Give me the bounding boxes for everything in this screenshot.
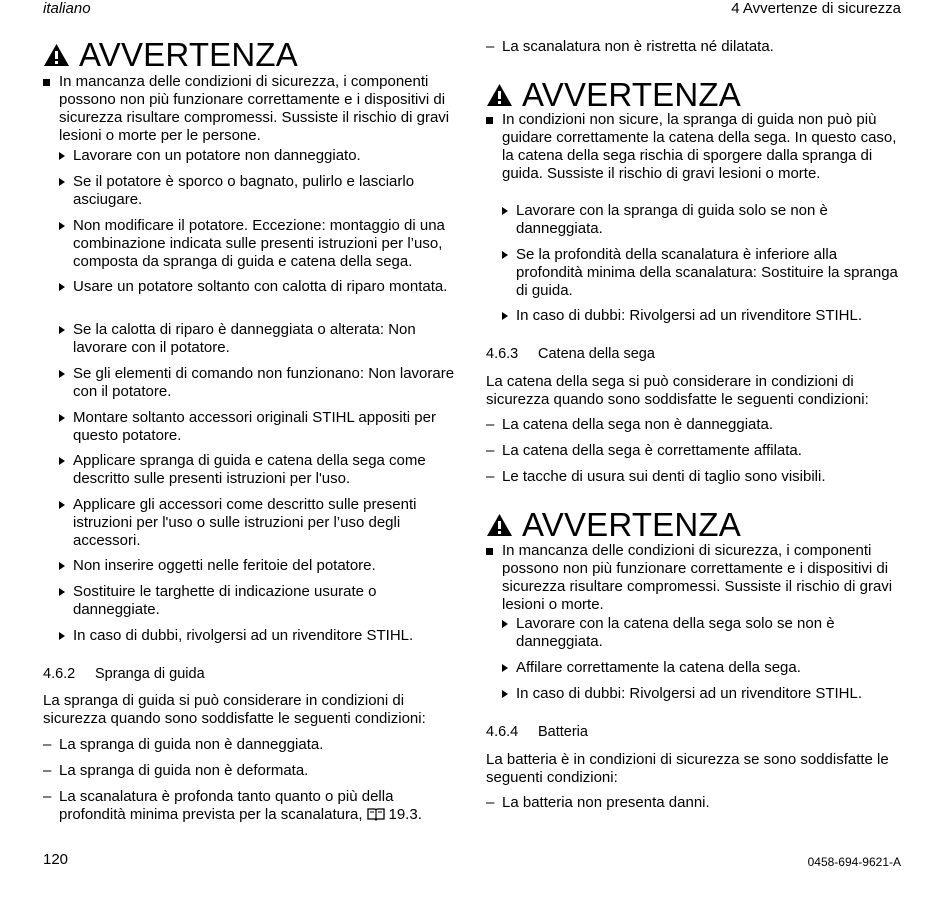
warning-heading	[43, 38, 298, 71]
step-item: In caso di dubbi: Rivolgersi ad un rivenditore STIHL.	[486, 307, 904, 325]
arrow-bullet-icon	[59, 588, 65, 596]
square-bullet-icon	[43, 79, 50, 86]
step-item: Se la profondità della scanalatura è inferiore alla profondità minima della scanalatura: Sostituire la spranga di guida.	[486, 246, 904, 300]
step-item: Non inserire oggetti nelle feritoie del potatore.	[43, 557, 458, 575]
arrow-bullet-icon	[59, 414, 65, 422]
header-chapter: 4 Avvertenze di sicurezza	[731, 0, 901, 17]
arrow-bullet-icon	[502, 207, 508, 215]
warning-triangle-icon	[43, 43, 70, 67]
step-item: Non modificare il potatore. Eccezione: montaggio di una combinazione indicata sulle presenti istruzioni per l’uso, composta da spranga di guida e catena della sega.	[43, 217, 458, 271]
arrow-bullet-icon	[59, 283, 65, 291]
arrow-bullet-icon	[502, 620, 508, 628]
warning-title: AVVERTENZA	[79, 36, 298, 73]
step-item: Se la calotta di riparo è danneggiata o alterata: Non lavorare con il potatore.	[43, 321, 458, 357]
warning-title: AVVERTENZA	[522, 76, 741, 113]
section-heading: 4.6.2 Spranga di guida	[43, 666, 205, 682]
section-intro: La spranga di guida si può considerare in condizioni di sicurezza quando sono soddisfatte le seguenti condizioni:	[43, 692, 426, 727]
section-heading: 4.6.3 Catena della sega	[486, 346, 655, 362]
dash-item: – Le tacche di usura sui denti di taglio sono visibili.	[486, 468, 826, 485]
arrow-bullet-icon	[59, 326, 65, 334]
warning-heading	[486, 78, 741, 111]
header-language: italiano	[43, 0, 91, 17]
warning-heading	[486, 508, 741, 541]
step-item: In caso di dubbi: Rivolgersi ad un rivenditore STIHL.	[486, 685, 904, 703]
step-item: Lavorare con la spranga di guida solo se non è danneggiata.	[486, 202, 904, 238]
step-item: Lavorare con un potatore non danneggiato.	[43, 147, 458, 165]
warning-text: In mancanza delle condizioni di sicurezza, i componenti possono non più funzionare correttamente e i dispositivi di sicurezza risultare compromessi. Sussiste il rischio di gravi lesioni o morte per le persone.	[43, 73, 458, 145]
arrow-bullet-icon	[59, 632, 65, 640]
arrow-bullet-icon	[59, 562, 65, 570]
document-code: 0458-694-9621-A	[807, 855, 901, 869]
section-heading: 4.6.4 Batteria	[486, 724, 588, 740]
dash-item: – La spranga di guida non è danneggiata.	[43, 736, 324, 753]
arrow-bullet-icon	[59, 370, 65, 378]
step-item: Lavorare con la catena della sega solo se non è danneggiata.	[486, 615, 904, 651]
warning-title: AVVERTENZA	[522, 506, 741, 543]
dash-item: – La scanalatura non è ristretta né dilatata.	[486, 38, 774, 55]
warning-triangle-icon	[486, 83, 513, 107]
warning-text: In mancanza delle condizioni di sicurezza, i componenti possono non più funzionare correttamente e i dispositivi di sicurezza risultare compromessi. Sussiste il rischio di gravi lesioni o morte.	[486, 542, 904, 614]
step-item: In caso di dubbi, rivolgersi ad un rivenditore STIHL.	[43, 627, 458, 645]
page-number: 120	[43, 851, 69, 868]
step-item: Se gli elementi di comando non funzionano: Non lavorare con il potatore.	[43, 365, 458, 401]
arrow-bullet-icon	[59, 152, 65, 160]
section-intro: La batteria è in condizioni di sicurezza se sono soddisfatte le seguenti condizioni:	[486, 751, 889, 786]
step-item: Affilare correttamente la catena della sega.	[486, 659, 904, 677]
step-item: Usare un potatore soltanto con calotta di riparo montata.	[43, 278, 458, 296]
square-bullet-icon	[486, 548, 493, 555]
arrow-bullet-icon	[59, 222, 65, 230]
dash-item: – La spranga di guida non è deformata.	[43, 762, 309, 779]
dash-item: – La catena della sega non è danneggiata.	[486, 416, 774, 433]
dash-item: – La batteria non presenta danni.	[486, 794, 710, 811]
warning-text: In condizioni non sicure, la spranga di guida non può più guidare correttamente la catena della sega. In questo caso, la catena della sega rischia di sporgere dalla spranga di guida. Sussiste il rischio di gravi lesioni o morte.	[486, 111, 904, 183]
step-item: Applicare spranga di guida e catena della sega come descritto sulle presenti istruzioni per l'uso.	[43, 452, 458, 488]
step-item: Montare soltanto accessori originali STIHL appositi per questo potatore.	[43, 409, 458, 445]
section-intro: La catena della sega si può considerare in condizioni di sicurezza quando sono soddisfatte le seguenti condizioni:	[486, 373, 869, 408]
arrow-bullet-icon	[502, 690, 508, 698]
step-item: Applicare gli accessori come descritto sulle presenti istruzioni per l'uso o sulle istruzioni per l’uso degli accessori.	[43, 496, 458, 550]
step-item: Sostituire le targhette di indicazione usurate o danneggiate.	[43, 583, 458, 619]
page-reference: 19.3.	[388, 806, 422, 823]
step-item: Se il potatore è sporco o bagnato, pulirlo e lasciarlo asciugare.	[43, 173, 458, 209]
arrow-bullet-icon	[502, 251, 508, 259]
arrow-bullet-icon	[502, 664, 508, 672]
arrow-bullet-icon	[59, 178, 65, 186]
dash-item: – La scanalatura è profonda tanto quanto o più della profondità minima prevista per la scanalatura, 19.3.	[43, 788, 458, 826]
book-icon	[367, 807, 385, 826]
arrow-bullet-icon	[502, 312, 508, 320]
arrow-bullet-icon	[59, 501, 65, 509]
square-bullet-icon	[486, 117, 493, 124]
arrow-bullet-icon	[59, 457, 65, 465]
warning-triangle-icon	[486, 513, 513, 537]
dash-item: – La catena della sega è correttamente affilata.	[486, 442, 802, 459]
